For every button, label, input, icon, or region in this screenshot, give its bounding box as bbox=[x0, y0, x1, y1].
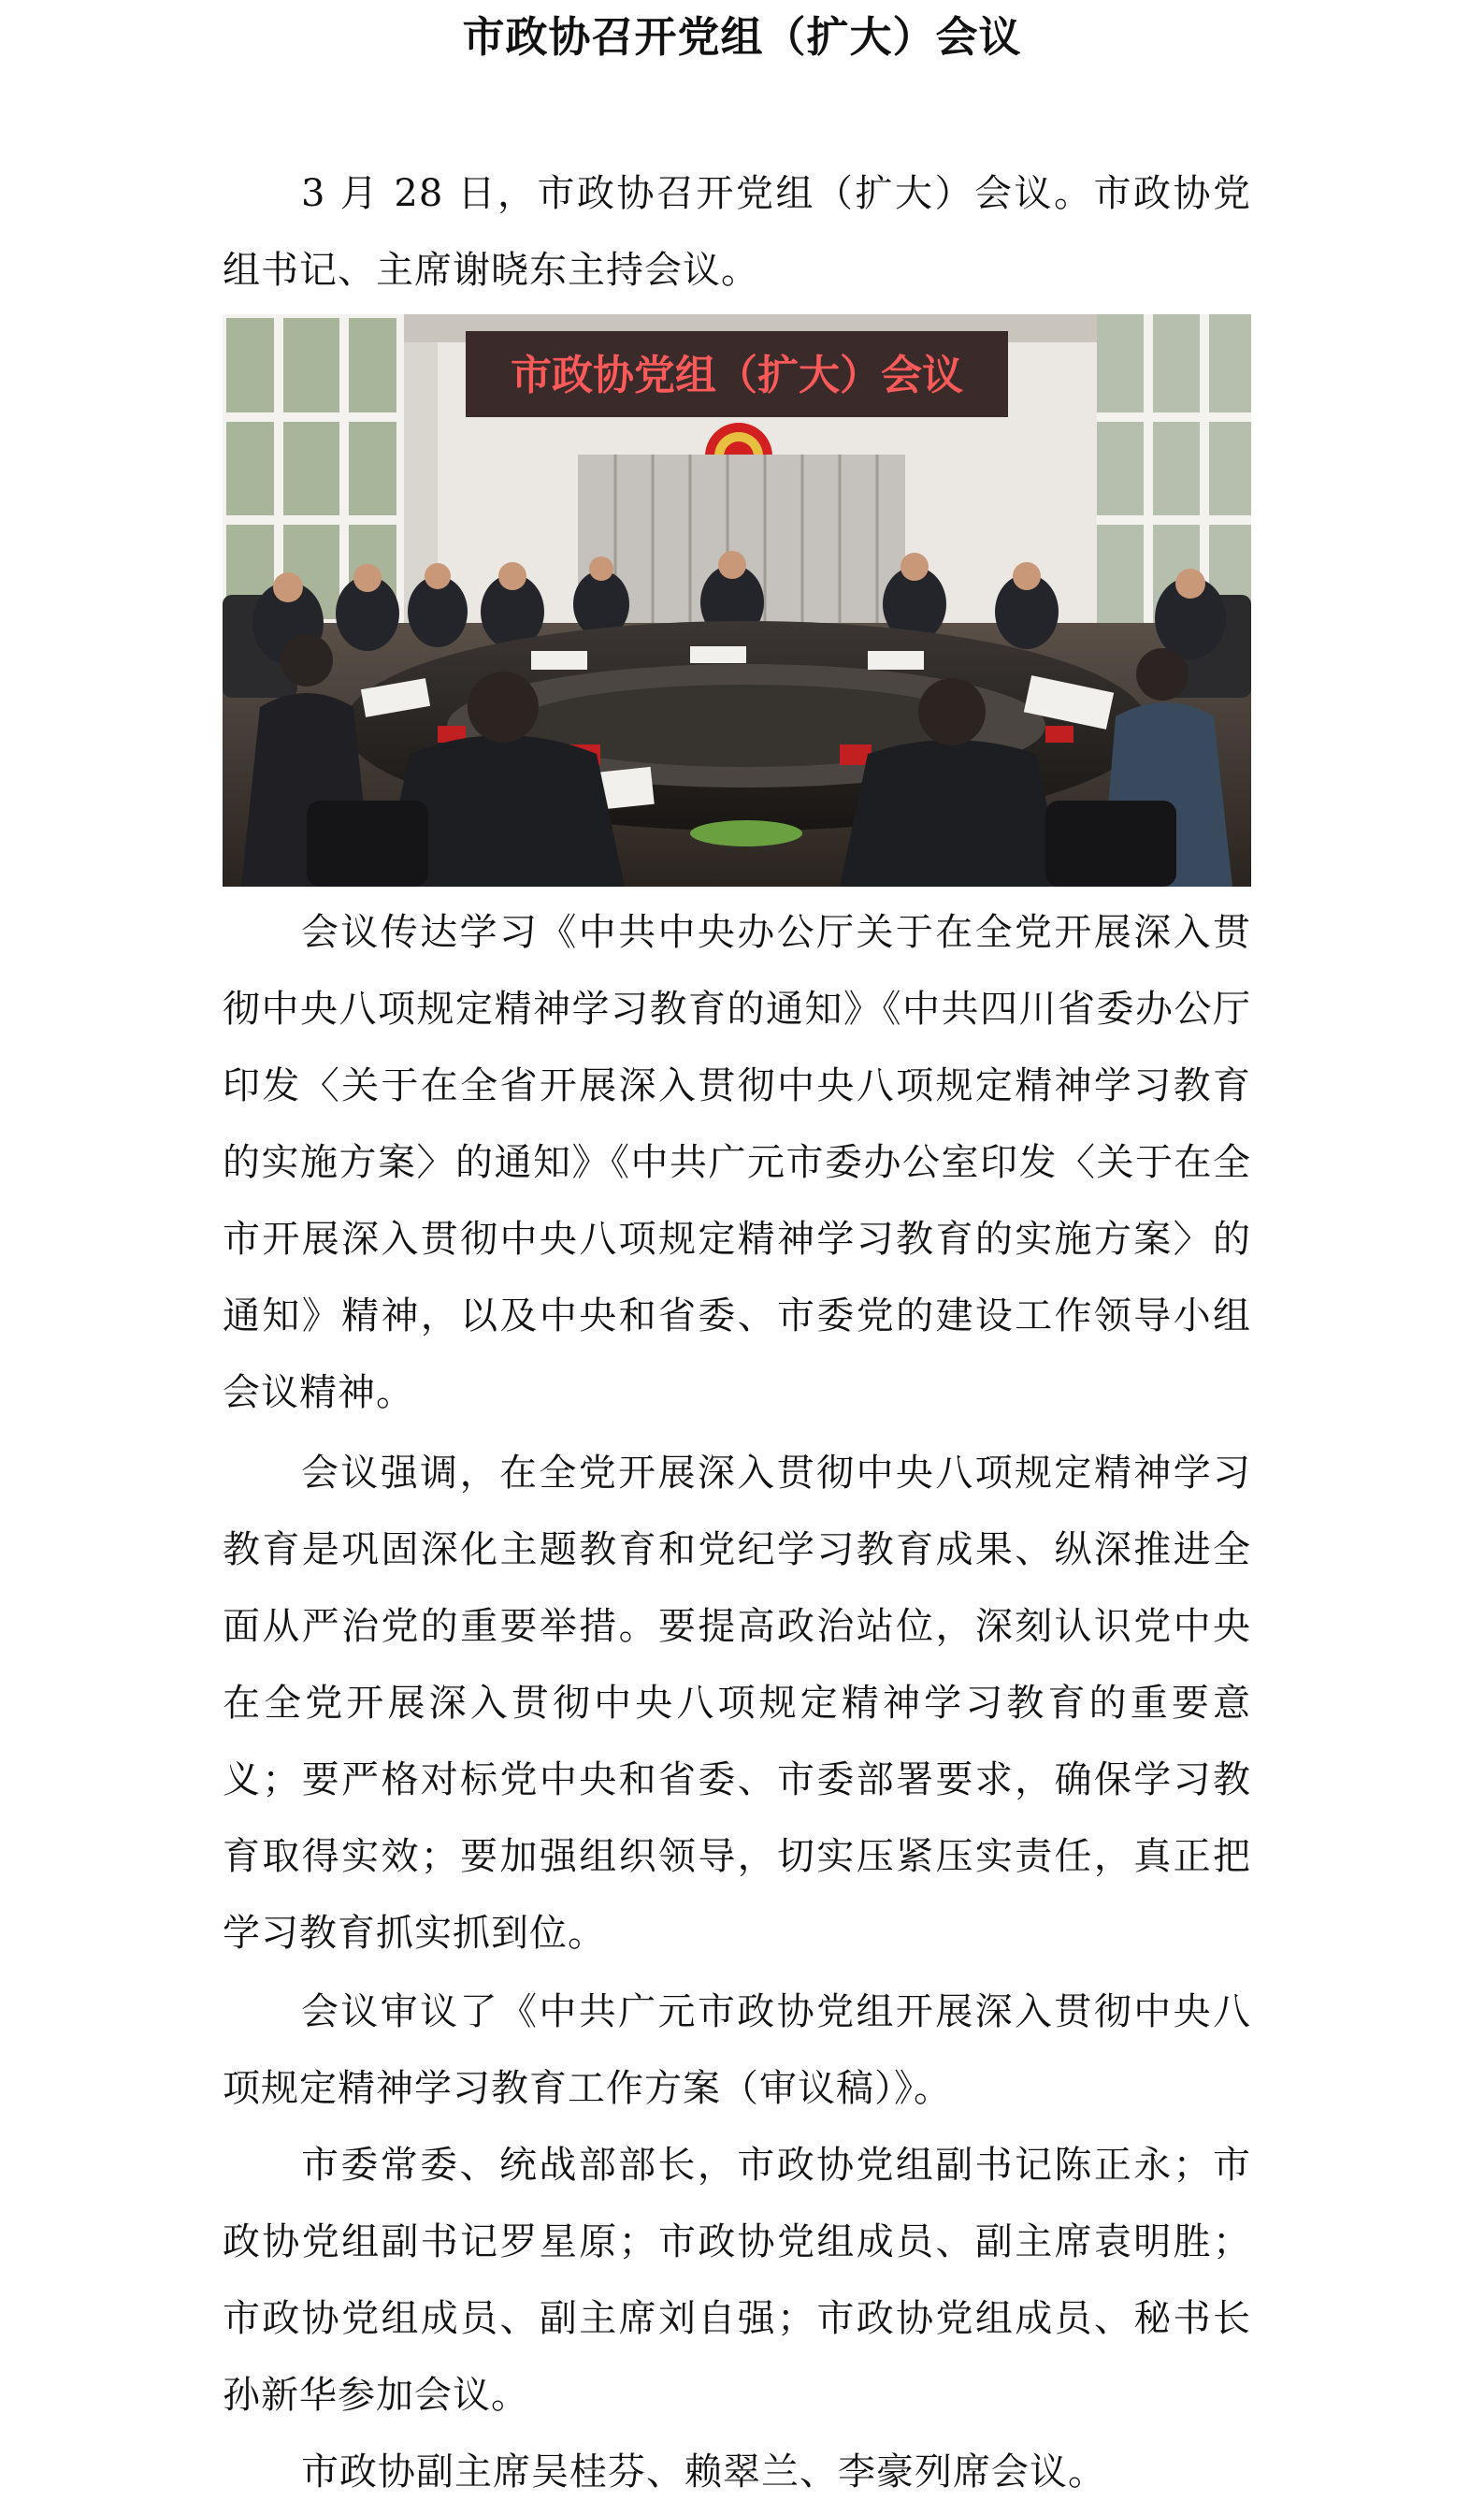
paragraph-6: 市政协副主席吴桂芬、赖翠兰、李豪列席会议。 bbox=[301, 2450, 1106, 2493]
paragraph-1: 3 月 28 日，市政协召开党组（扩大）会议。市政协党组书记、主席谢晓东主持会议。 bbox=[223, 172, 1251, 292]
paragraph-5: 市委常委、统战部部长，市政协党组副书记陈正永；市政协党组副书记罗星原；市政协党组成员、副主席袁明胜；市政协党组成员、副主席刘自强；市政协党组成员、秘书长孙新华参加会议。 bbox=[223, 2144, 1251, 2417]
article-title: 市政协召开党组（扩大）会议 bbox=[462, 12, 1022, 62]
paragraph-2: 会议传达学习《中共中央办公厅关于在全党开展深入贯彻中央八项规定精神学习教育的通知》《中共四川省委办公厅印发〈关于在全省开展深入贯彻中央八项规定精神学习教育的实施方案〉的通知》《中共广元市委办公室印发〈关于在全市开展深入贯彻中央八项规定精神学习教育的实施方案〉的通知》精神，以及中央和省委、市委党的建设工作领导小组会议精神。 bbox=[223, 911, 1251, 1414]
banner-text: 市政协党组（扩大）会议 bbox=[511, 352, 963, 399]
meeting-photo-illustration bbox=[223, 314, 1251, 887]
paragraph-3: 会议强调，在全党开展深入贯彻中央八项规定精神学习教育是巩固深化主题教育和党纪学习教育成果、纵深推进全面从严治党的重要举措。要提高政治站位，深刻认识党中央在全党开展深入贯彻中央八项规定精神学习教育的重要意义；要严格对标党中央和省委、市委部署要求，确保学习教育取得实效；要加强组织领导，切实压紧压实责任，真正把学习教育抓实抓到位。 bbox=[223, 1452, 1251, 1955]
meeting-photo bbox=[223, 314, 1251, 887]
paragraph-4: 会议审议了《中共广元市政协党组开展深入贯彻中央八项规定精神学习教育工作方案（审议稿）》。 bbox=[223, 1990, 1251, 2110]
